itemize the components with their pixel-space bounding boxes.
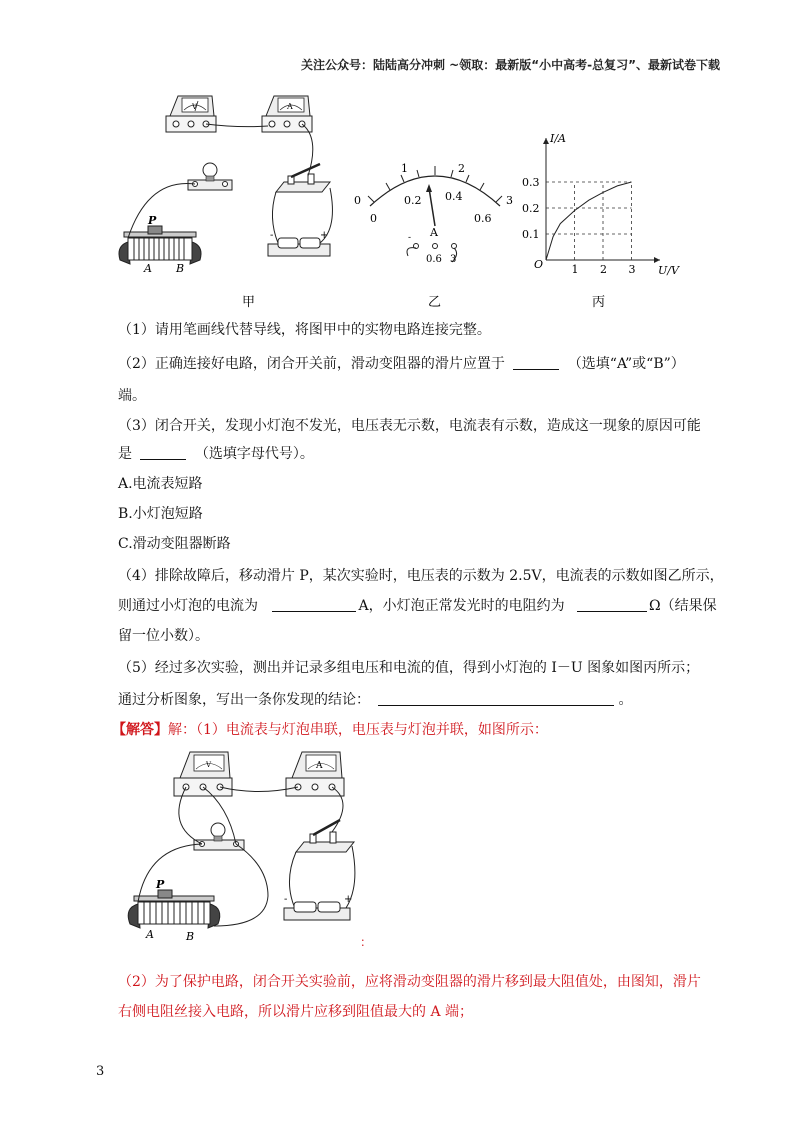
voltmeter-icon xyxy=(166,96,216,132)
answer-figure-colon: ： xyxy=(360,935,373,949)
x-tick-label-2: 2 xyxy=(600,263,607,276)
voltmeter-label: V xyxy=(192,103,198,111)
answer-terminal-a: A xyxy=(146,928,154,941)
option-b: B.小灯泡短路 xyxy=(118,506,203,522)
inner-scale-0: 0 xyxy=(370,212,377,225)
question-4-text: 则通过小灯泡的电流为 xyxy=(118,598,258,614)
caption-yi: 乙 xyxy=(428,295,442,310)
question-3: （3）闭合开关，发现小灯泡不发光，电压表无示数，电流表有示数，造成这一现象的原因可能 xyxy=(118,418,701,434)
answer-switch-icon xyxy=(296,820,354,852)
question-5: （5）经过多次实验，测出并记录多组电压和电流的值，得到小灯泡的 I－U 图象如图丙所示； xyxy=(118,660,700,676)
page-number: 3 xyxy=(96,1064,105,1079)
question-2 xyxy=(118,354,685,374)
answer-blank-4a[interactable] xyxy=(272,597,356,612)
slider-label-p: P xyxy=(148,214,157,227)
question-3-hint: （选填字母代号）。 xyxy=(194,446,314,462)
question-2-end: 端。 xyxy=(118,388,146,404)
terminal-3: 3 xyxy=(450,254,457,265)
lamp-icon xyxy=(188,163,232,190)
answer-voltmeter-label: V xyxy=(206,761,212,769)
caption-jia: 甲 xyxy=(242,295,256,310)
figures-svg xyxy=(108,88,708,318)
question-5-cont xyxy=(118,690,632,710)
dial-needle xyxy=(429,188,435,226)
question-3-cont xyxy=(118,444,314,464)
outer-scale-1: 1 xyxy=(401,162,408,175)
terminal-label-b: B xyxy=(176,262,185,275)
caption-bing: 丙 xyxy=(592,295,606,310)
question-4: （4）排除故障后，移动滑片 P，某次实验时，电压表的示数为 2.5V，电流表的示数如图乙所示， xyxy=(118,568,724,584)
answer-blank-4b[interactable] xyxy=(577,597,647,612)
ammeter-label: A xyxy=(287,102,293,111)
terminal-0-6: 0.6 xyxy=(426,254,442,265)
figure-yi xyxy=(354,162,513,265)
answer-battery-icon xyxy=(284,894,352,920)
answer-circuit-svg xyxy=(118,746,378,956)
answer-blank-3[interactable] xyxy=(140,445,186,460)
dial-ticks xyxy=(368,166,502,202)
page-header: 关注公众号：陆陆高分冲刺 ~领取：最新版“小中高考-总复习”、最新试卷下载 xyxy=(301,58,720,72)
battery-plus: + xyxy=(320,230,329,241)
answer-voltmeter-icon xyxy=(174,752,232,796)
outer-scale-2: 2 xyxy=(458,162,465,175)
battery-minus: - xyxy=(270,230,274,241)
outer-scale-3: 3 xyxy=(506,194,513,207)
inner-scale-0-6: 0.6 xyxy=(474,212,492,225)
inner-scale-0-2: 0.2 xyxy=(404,194,422,207)
x-tick-label-1: 1 xyxy=(571,263,579,276)
question-2-text: （2）正确连接好电路，闭合开关前，滑动变阻器的滑片应置于 xyxy=(118,356,505,372)
question-4-end: 留一位小数）。 xyxy=(118,628,209,644)
y-axis-label: I/A xyxy=(550,132,566,145)
figure-jia xyxy=(119,96,332,275)
answer-intro-text: 解：（1）电流表与灯泡串联，电压表与灯泡并联，如图所示： xyxy=(168,722,548,738)
answer-part-2-line-2: 右侧电阻丝接入电路，所以滑片应移到阻值最大的 A 端； xyxy=(118,1004,474,1020)
answer-battery-minus: - xyxy=(284,894,288,905)
question-1: （1）请用笔画线代替导线，将图甲中的实物电路连接完整。 xyxy=(118,322,491,338)
y-tick-label-2: 0.2 xyxy=(522,202,540,215)
x-tick-label-3: 3 xyxy=(628,263,636,276)
answer-blank-5[interactable] xyxy=(378,691,614,706)
answer-part-2-line-1: （2）为了保护电路，闭合开关实验前，应将滑动变阻器的滑片移到最大阻值处，由图知，滑片 xyxy=(118,974,701,990)
answer-ammeter-label: A xyxy=(316,761,323,771)
dial-unit: A xyxy=(430,226,438,239)
terminal-label-a: A xyxy=(144,262,152,275)
question-3-text: 是 xyxy=(118,446,132,462)
answer-lamp-icon xyxy=(194,823,244,850)
question-5-text: 通过分析图象，写出一条你发现的结论： xyxy=(118,692,370,708)
option-c: C.滑动变阻器断路 xyxy=(118,536,231,552)
origin-label: O xyxy=(534,258,544,271)
figures-row xyxy=(108,88,708,318)
figure-bing-chart xyxy=(522,132,680,277)
outer-scale-0: 0 xyxy=(354,194,361,207)
switch-icon xyxy=(276,164,330,192)
answer-blank-2[interactable] xyxy=(513,355,559,370)
answer-terminal-b: B xyxy=(186,930,195,943)
terminal-minus: - xyxy=(408,233,412,243)
question-4-text-3: Ω（结果保 xyxy=(649,598,717,614)
chart-grid xyxy=(546,182,632,260)
question-4-text-2: A，小灯泡正常发光时的电阻约为 xyxy=(358,598,565,614)
answer-intro xyxy=(112,720,548,740)
option-a: A.电流表短路 xyxy=(118,476,203,492)
rheostat-icon xyxy=(119,214,201,275)
i-u-curve xyxy=(546,182,632,260)
question-2-hint: （选填“A”或“B”） xyxy=(567,356,685,372)
x-axis-label: U/V xyxy=(658,264,679,277)
answer-slider-p: P xyxy=(156,878,165,891)
y-tick-label-1: 0.1 xyxy=(522,228,540,241)
question-5-end: 。 xyxy=(618,692,633,708)
question-4-cont xyxy=(118,596,717,616)
answer-tag: 【解答】 xyxy=(112,722,168,738)
y-tick-label-3: 0.3 xyxy=(522,176,540,189)
inner-scale-0-4: 0.4 xyxy=(445,190,463,203)
answer-circuit-figure xyxy=(118,746,378,956)
answer-battery-plus: + xyxy=(344,894,353,905)
